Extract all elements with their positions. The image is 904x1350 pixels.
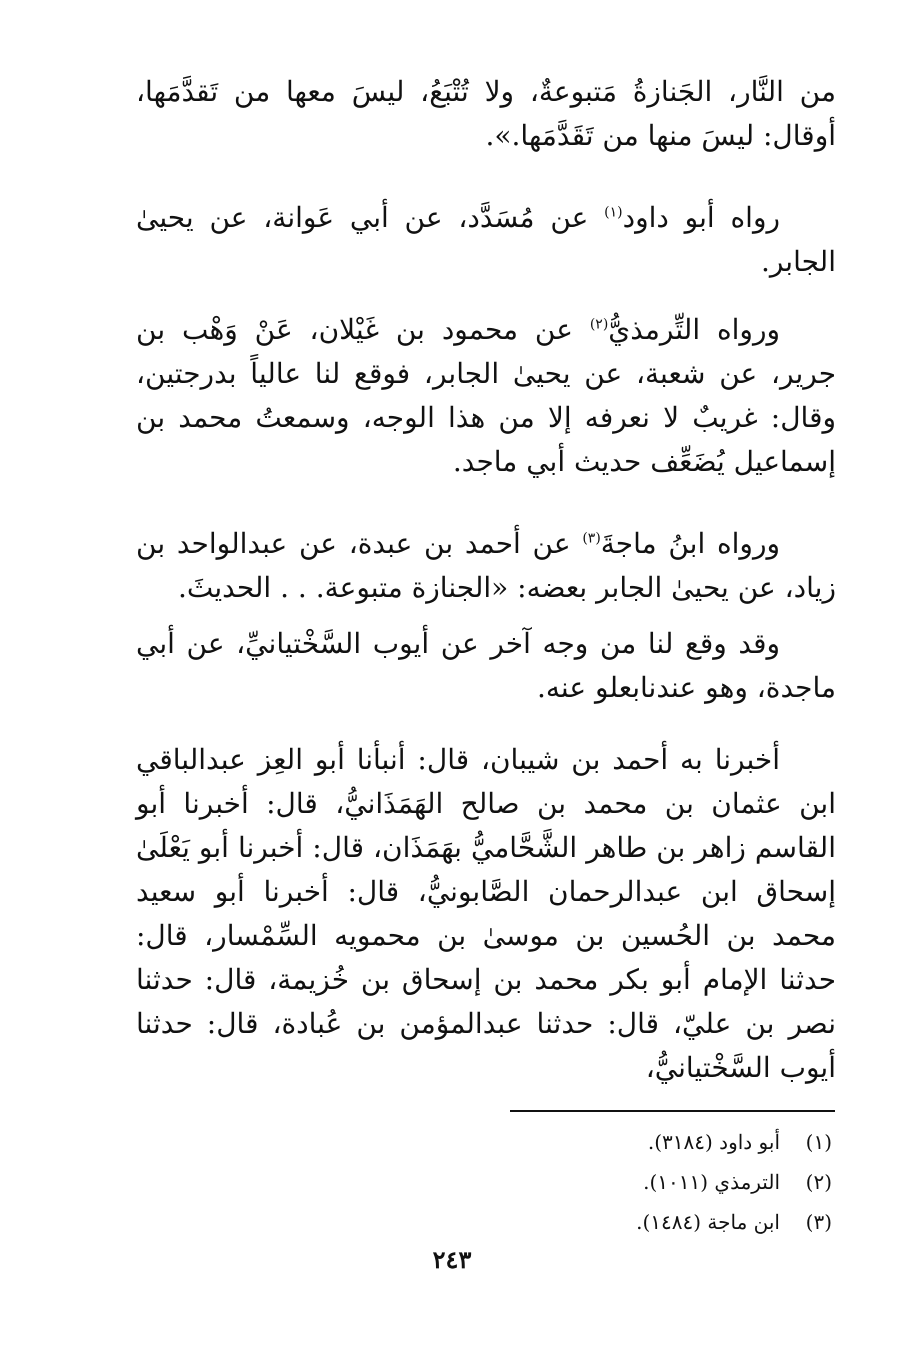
paragraph-continuation: من النَّار، الجَنازةُ مَتبوعةٌ، ولا تُتْبَعُ، ليسَ معها من تَقدَّمَها، أوقال: ليسَ منها من تَقَدَّمَها.». (136, 75, 836, 152)
paragraph-tirmidhi-rest: عن محمود بن غَيْلان، عَنْ وَهْب بن جرير، عن شعبة، عن يحيىٰ الجابر، فوقع لنا عالياً بدرجتين، وقال: غريبٌ لا نعرفه إلا من هذا الوجه، وسمعتُ محمد بن إسماعيل يُضَعِّف حديث أبي ماجد. (136, 313, 836, 478)
footnote-1-number: (١) (805, 1130, 832, 1154)
footnote-2-text: الترمذي (١٠١١). (643, 1170, 780, 1194)
paragraph-abu-dawud-rest: عن مُسَدَّد، عن أبي عَوانة، عن يحيىٰ الجابر. (136, 201, 836, 278)
paragraph-abu-dawud-lead: رواه أبو داود (622, 201, 780, 234)
paragraph-other-route: وقد وقع لنا من وجه آخر عن أيوب السَّخْتيانيِّ، عن أبي ماجدة، وهو عندنابعلو عنه. (136, 627, 836, 704)
paragraph-tirmidhi (136, 308, 836, 484)
paragraph-ibn-majah-rest: عن أحمد بن عبدة، عن عبدالواحد بن زياد، عن يحيىٰ الجابر بعضه: «الجنازة متبوعة. . . الحديثَ. (136, 527, 836, 604)
footnote-ref-2[interactable]: (٢) (589, 316, 609, 333)
footnote-1 (332, 1127, 832, 1157)
footnote-3 (332, 1207, 832, 1237)
footnote-3-number: (٣) (805, 1210, 832, 1234)
footnote-2 (332, 1167, 832, 1197)
paragraph-isnad: أخبرنا به أحمد بن شيبان، قال: أنبأنا أبو العِز عبدالباقي ابن عثمان بن محمد بن صالح الهَمَذَانيُّ، قال: أخبرنا أبو القاسم زاهر بن طاهر الشَّحَّاميُّ بهَمَذَان، قال: أخبرنا أبو يَعْلَىٰ إسحاق ابن عبدالرحمان الصَّابونيُّ، قال: أخبرنا أبو سعيد محمد بن الحُسين بن موسىٰ بن محمويه السِّمْسار، قال: حدثنا الإمام أبو بكر محمد بن إسحاق بن خُزيمة، قال: حدثنا نصر بن عليّ، قال: حدثنا عبدالمؤمن بن عُبادة، قال: حدثنا أيوب السَّخْتيانيُّ، (136, 743, 836, 1084)
paragraph-ibn-majah (136, 522, 836, 610)
footnote-1-text: أبو داود (٣١٨٤). (647, 1130, 780, 1154)
footnote-3-text: ابن ماجة (١٤٨٤). (636, 1210, 780, 1234)
footnote-ref-3[interactable]: (٣) (582, 530, 601, 547)
paragraph-abu-dawud (136, 196, 836, 284)
footnote-2-number: (٢) (805, 1170, 832, 1194)
paragraph-tirmidhi-lead: ورواه التِّرمذيُّ (608, 313, 780, 346)
footnote-separator (510, 1110, 835, 1112)
paragraph-ibn-majah-lead: ورواه ابنُ ماجةَ (600, 527, 780, 560)
footnote-ref-1[interactable]: (١) (604, 204, 623, 221)
page-number: ٢٤٣ (432, 1245, 472, 1274)
